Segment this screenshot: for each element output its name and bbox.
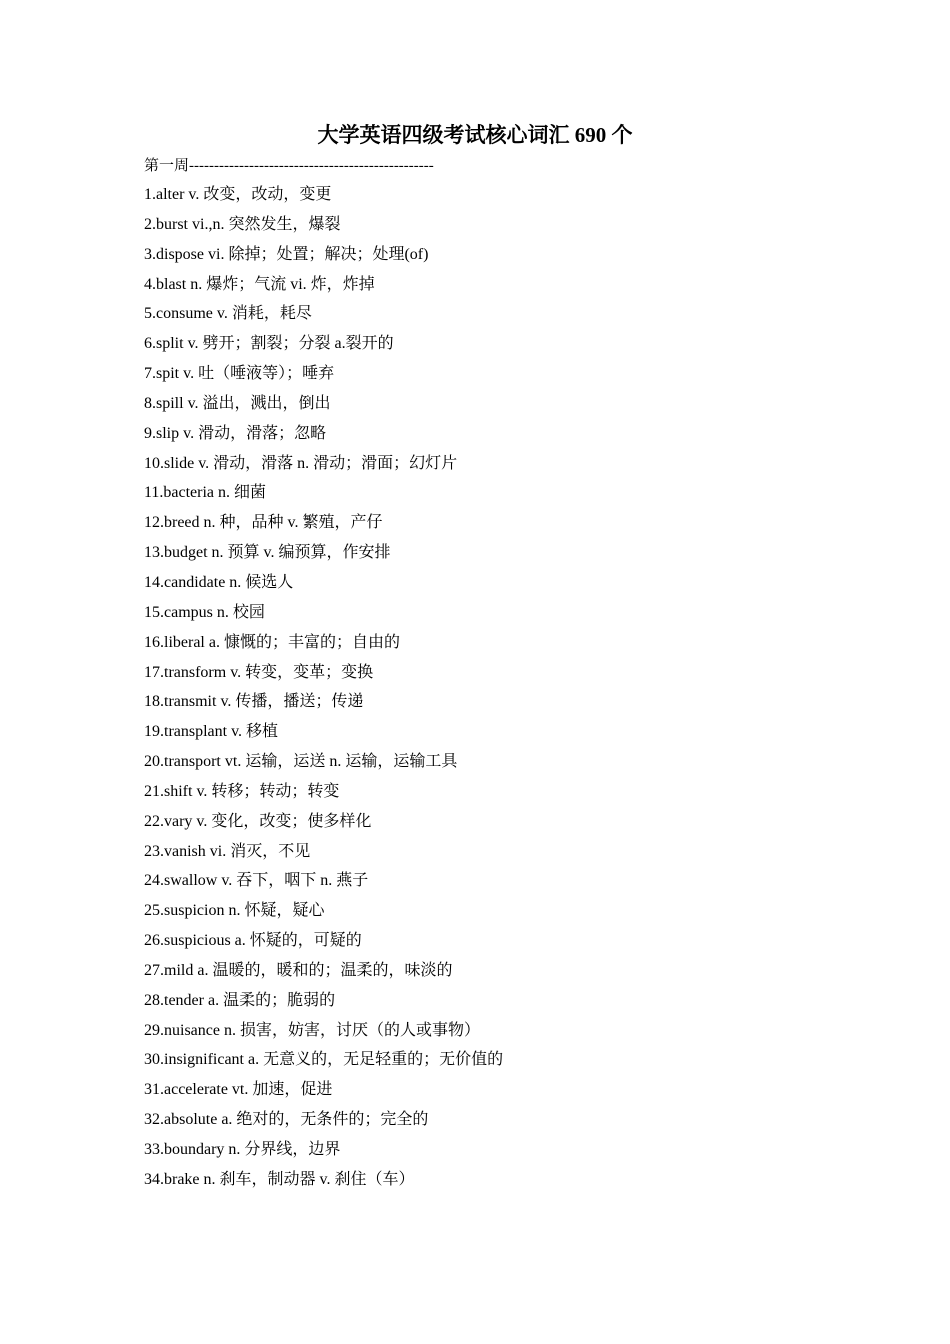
vocabulary-entry: 4.blast n. 爆炸；气流 vi. 炸，炸掉 (144, 275, 375, 293)
vocabulary-entry: 6.split v. 劈开；割裂；分裂 a.裂开的 (144, 335, 394, 353)
vocabulary-entry: 2.burst vi.,n. 突然发生，爆裂 (144, 215, 341, 233)
vocabulary-entry: 27.mild a. 温暖的，暖和的；温柔的，味淡的 (144, 961, 453, 979)
vocabulary-entry: 16.liberal a. 慷慨的；丰富的；自由的 (144, 633, 400, 651)
document-title: 大学英语四级考试核心词汇 690 个 (317, 123, 633, 147)
vocabulary-entry: 21.shift v. 转移；转动；转变 (144, 782, 340, 800)
vocabulary-entry: 12.breed n. 种，品种 v. 繁殖，产仔 (144, 514, 383, 532)
week-heading: 第一周 (144, 158, 190, 174)
vocabulary-entry: 19.transplant v. 移植 (144, 723, 279, 741)
vocabulary-entry: 14.candidate n. 候选人 (144, 573, 294, 591)
vocabulary-entry: 34.brake n. 刹车，制动器 v. 刹住（车） (144, 1170, 415, 1188)
vocabulary-entry: 31.accelerate vt. 加速，促进 (144, 1081, 333, 1099)
vocabulary-entry: 10.slide v. 滑动，滑落 n. 滑动；滑面；幻灯片 (144, 454, 458, 472)
vocabulary-entry: 5.consume v. 消耗，耗尽 (144, 305, 312, 323)
vocabulary-entry: 33.boundary n. 分界线，边界 (144, 1141, 341, 1158)
vocabulary-entry: 22.vary v. 变化，改变；使多样化 (144, 812, 372, 830)
week-divider: ------------------------------------------------- (189, 158, 434, 174)
vocabulary-entry: 18.transmit v. 传播，播送；传递 (144, 693, 364, 711)
vocabulary-entry: 32.absolute a. 绝对的，无条件的；完全的 (144, 1111, 429, 1129)
vocabulary-entry: 17.transform v. 转变，变革；变换 (144, 663, 374, 681)
vocabulary-entry: 15.campus n. 校园 (144, 603, 265, 621)
vocabulary-entry: 28.tender a. 温柔的；脆弱的 (144, 991, 336, 1009)
vocabulary-entry: 25.suspicion n. 怀疑，疑心 (144, 902, 325, 920)
vocabulary-entry: 7.spit v. 吐（唾液等）；唾弃 (144, 365, 335, 383)
vocabulary-entry: 26.suspicious a. 怀疑的，可疑的 (144, 932, 362, 950)
vocabulary-entry: 11.bacteria n. 细菌 (144, 484, 267, 502)
vocabulary-entry: 30.insignificant a. 无意义的，无足轻重的；无价值的 (144, 1051, 504, 1069)
vocabulary-entry: 9.slip v. 滑动，滑落；忽略 (144, 424, 327, 442)
vocabulary-entry: 20.transport vt. 运输，运送 n. 运输，运输工具 (144, 753, 458, 771)
vocabulary-entry: 29.nuisance n. 损害，妨害，讨厌（的人或事物） (144, 1021, 480, 1039)
vocabulary-entry: 3.dispose vi. 除掉；处置；解决；处理(of) (144, 245, 429, 263)
vocabulary-entry: 8.spill v. 溢出，溅出，倒出 (144, 394, 331, 412)
vocabulary-entry: 23.vanish vi. 消灭，不见 (144, 842, 311, 860)
vocabulary-entry: 1.alter v. 改变，改动，变更 (144, 186, 332, 203)
week-heading-line (144, 154, 434, 178)
vocabulary-list (144, 183, 503, 1198)
vocabulary-entry: 24.swallow v. 吞下，咽下 n. 燕子 (144, 872, 369, 890)
vocabulary-entry: 13.budget n. 预算 v. 编预算，作安排 (144, 544, 391, 562)
